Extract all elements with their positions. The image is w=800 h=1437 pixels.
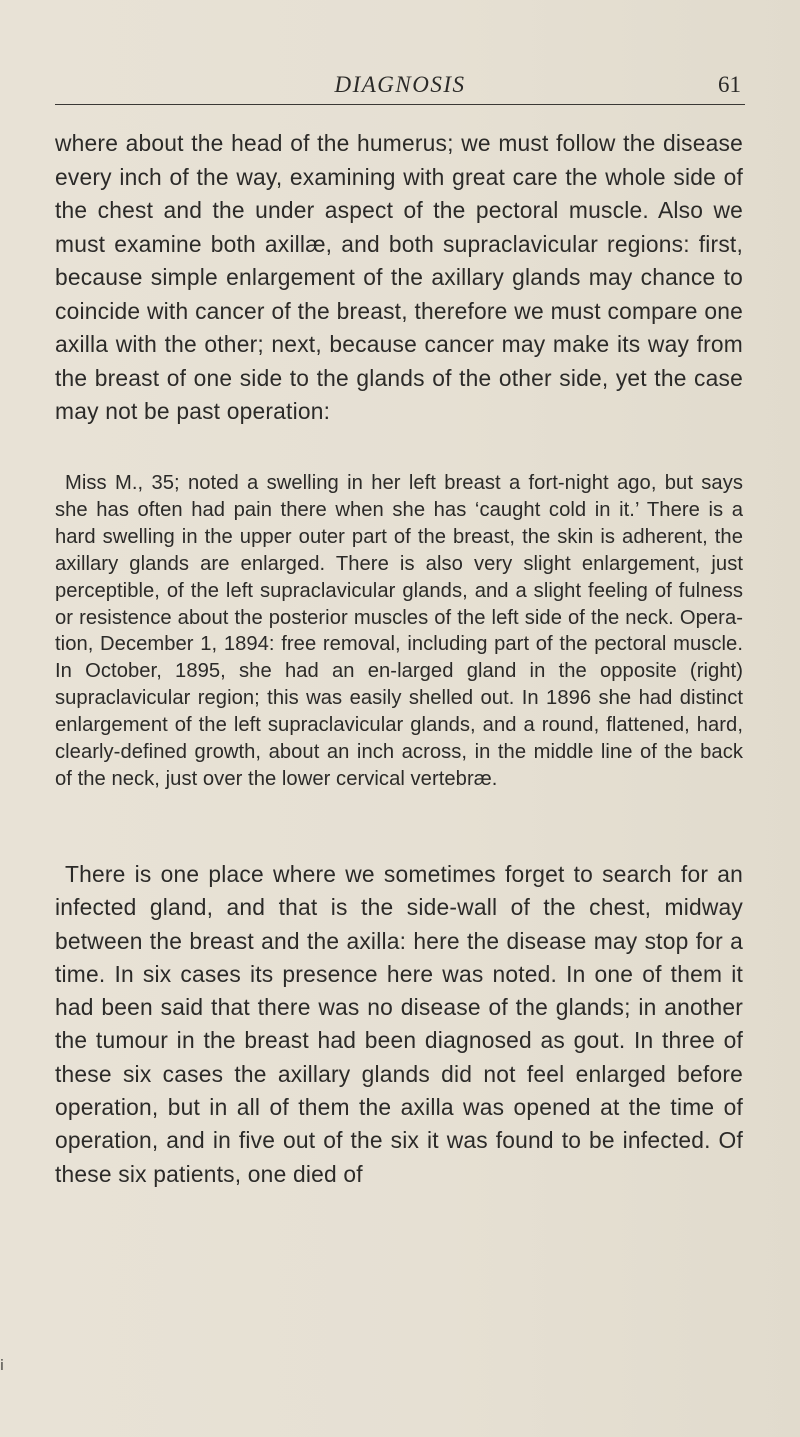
stray-mark: i	[0, 1358, 4, 1374]
case-report-paragraph: Miss M., 35; noted a swelling in her left breast a fort-night ago, but says she has often had pain there when she has ‘caught cold in it.’ There is a hard swelling in the upper outer part of the breast, the skin is adherent, the axillary glands are enlarged. There is also very slight enlargement, just perceptible, of the left supraclavicular glands, and a slight feeling of fulness or resistence about the posterior muscles of the left side of the neck. Opera-tion, December 1, 1894: free removal, including part of the pectoral muscle. In October, 1895, she had an en-larged gland in the opposite (right) supraclavicular region; this was easily shelled out. In 1896 she had distinct enlargement of the left supraclavicular glands, and a round, flattened, hard, clearly-defined growth, about an inch across, in the middle line of the back of the neck, just over the lower cervical vertebræ.	[55, 472, 743, 790]
running-title: DIAGNOSIS	[334, 72, 466, 97]
page-number: 61	[718, 72, 741, 97]
body-paragraph-1: where about the head of the humerus; we must follow the disease every inch of the way, examining with great care the whole side of the chest and the under aspect of the pectoral muscle. Also we must examine both axillæ, and both supraclavicular regions: first, because simple enlargement of the axillary glands may chance to coincide with cancer of the breast, therefore we must compare one axilla with the other; next, because cancer may make its way from the breast of one side to the glands of the other side, yet the case may not be past operation:	[55, 130, 743, 424]
running-head	[55, 68, 745, 105]
body-paragraph-3: There is one place where we sometimes forget to search for an infected gland, and that is the side-wall of the chest, midway between the breast and the axilla: here the disease may stop for a time. In six cases its presence here was noted. In one of them it had been said that there was no disease of the glands; in another the tumour in the breast had been diagnosed as gout. In three of these six cases the axillary glands did not feel enlarged before operation, but in all of them the axilla was opened at the time of operation, and in five out of the six it was found to be infected. Of these six patients, one died of	[55, 861, 743, 1187]
